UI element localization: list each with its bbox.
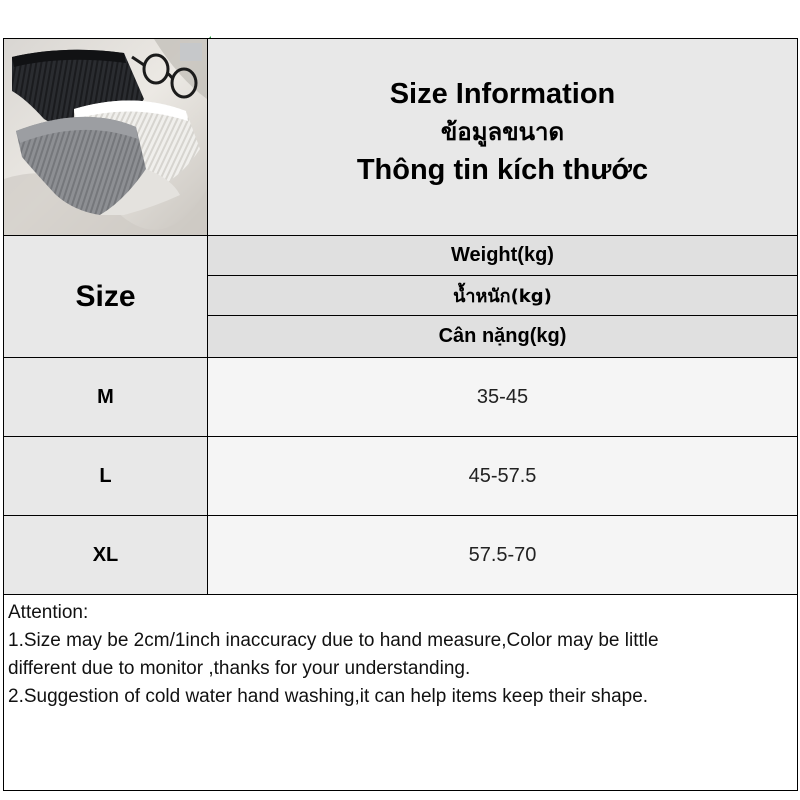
attention-heading: Attention: — [8, 602, 89, 623]
size-l-label: L — [99, 464, 112, 487]
table-row-size — [4, 358, 208, 437]
attention-line-3: 2.Suggestion of cold water hand washing,it can help items keep their shape. — [8, 686, 649, 707]
size-header-label: Size — [75, 279, 136, 313]
weight-header-english-label: Weight(kg) — [451, 244, 554, 266]
weight-header-thai-label: น้ำหนัก(kg) — [453, 286, 552, 307]
attention-line-2: different due to monitor ,thanks for your understanding. — [8, 658, 471, 679]
title-english: Size Information — [389, 78, 616, 110]
size-l-weight: 45-57.5 — [468, 464, 537, 487]
weight-header-english — [208, 236, 797, 276]
table-row-size — [4, 516, 208, 595]
size-xl-label: XL — [92, 543, 119, 566]
table-row-size — [4, 437, 208, 516]
weight-header-vietnamese-label: Cân nặng(kg) — [438, 325, 567, 347]
size-header-cell — [4, 236, 208, 358]
title-vietnamese: Thông tin kích thước — [356, 154, 649, 186]
table-row-weight — [208, 437, 797, 516]
attention-line-1: 1.Size may be 2cm/1inch inaccuracy due to hand measure,Color may be little — [8, 630, 659, 651]
weight-header-thai — [208, 276, 797, 316]
attention-notes — [4, 595, 797, 790]
weight-header-vietnamese — [208, 316, 797, 358]
table-row-weight — [208, 358, 797, 437]
title-thai: ข้อมูลขนาด — [440, 118, 565, 146]
product-photo-icon — [4, 39, 207, 235]
size-m-weight: 35-45 — [476, 385, 529, 408]
size-m-label: M — [97, 385, 114, 408]
size-xl-weight: 57.5-70 — [468, 543, 537, 566]
size-chart — [3, 38, 798, 791]
title-block — [208, 39, 797, 236]
table-row-weight — [208, 516, 797, 595]
product-photo — [4, 39, 208, 236]
